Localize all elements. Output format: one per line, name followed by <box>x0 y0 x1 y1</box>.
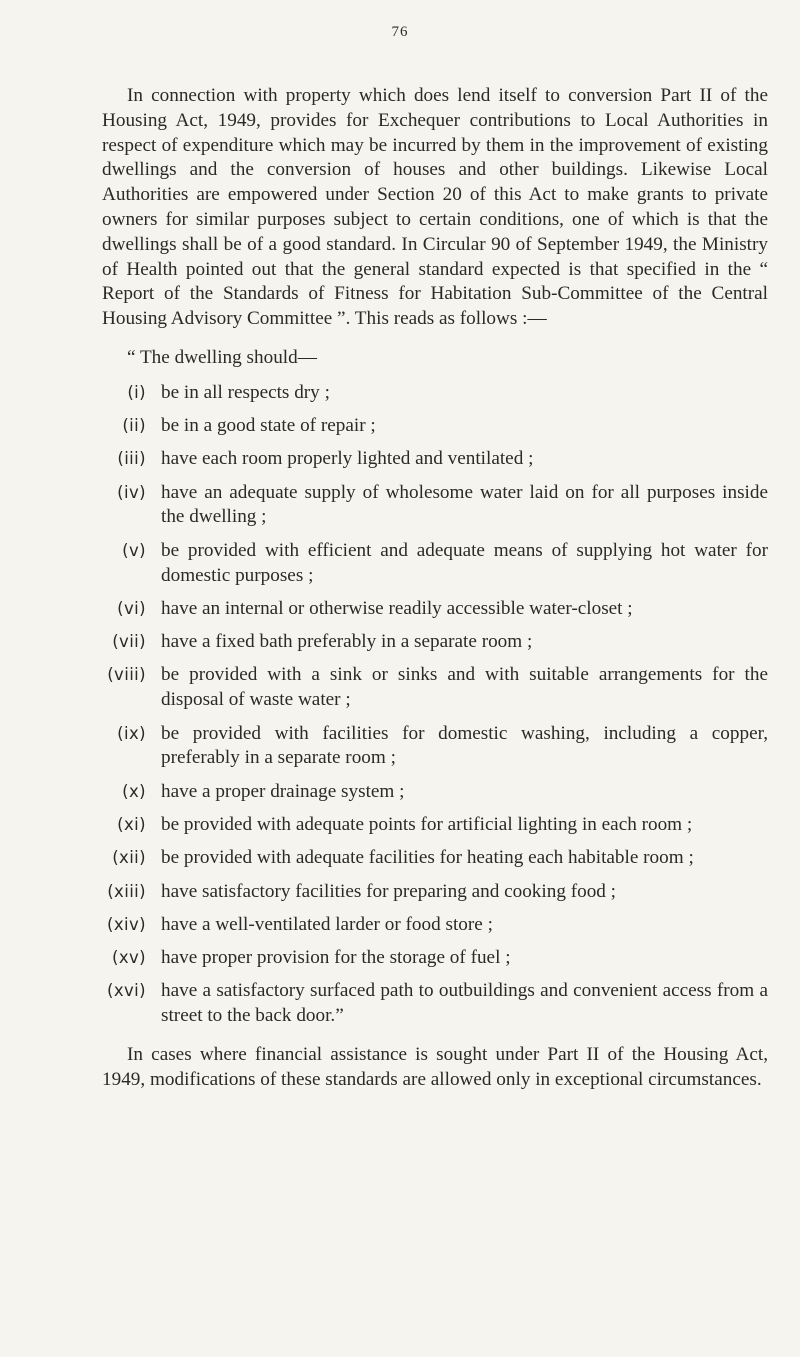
list-item-text: be in a good state of repair ; <box>161 415 376 437</box>
list-item-number: (xi) <box>117 814 146 834</box>
list-item <box>102 780 768 805</box>
page-number: 76 <box>391 24 409 40</box>
list-item <box>102 722 768 772</box>
list-item-number: (xii) <box>112 848 146 868</box>
list-item <box>102 630 768 655</box>
list-item <box>102 414 768 439</box>
list-item-text: be provided with adequate points for artificial lighting in each room ; <box>161 813 693 835</box>
list-item-text: have proper provision for the storage of fuel ; <box>161 947 511 969</box>
list-item-text: be in all respects dry ; <box>161 381 330 403</box>
list-item-text: be provided with adequate facilities for heating each habitable room ; <box>161 847 694 869</box>
list-item <box>102 979 768 1029</box>
list-item-text: have a well-ventilated larder or food store ; <box>161 913 493 935</box>
list-item-number: (xvi) <box>107 981 146 1001</box>
opening-paragraph: In connection with property which does lend itself to conversion Part II of the Housing Act, 1949, provides for Exchequer contributions to Local Authorities in respect of expenditure which may be incurred by them in the improvement of existing dwellings and the conversion of houses and other buildings. Likewise Local Authorities are empowered under Section 20 of this Act to make grants to private owners for similar purposes subject to certain conditions, one of which is that the dwellings shall be of a good standard. In Circular 90 of September 1949, the Ministry of Health pointed out that the general standard expected is that specified in the “ Report of the Standards of Fitness for Habitation Sub-Committee of the Central Housing Advisory Committee ”. This reads as follows :— <box>102 85 768 330</box>
list-item-number: (iv) <box>117 482 146 502</box>
list-item <box>102 597 768 622</box>
list-item <box>102 913 768 938</box>
list-item-text: be provided with a sink or sinks and with suitable arrangements for the disposal of waste water ; <box>161 664 768 711</box>
list-item-text: have an internal or otherwise readily accessible water-closet ; <box>161 597 633 619</box>
list-item-text: have each room properly lighted and ventilated ; <box>161 448 534 470</box>
list-item-number: (vii) <box>112 632 146 652</box>
list-item-text: have a fixed bath preferably in a separate room ; <box>161 631 533 653</box>
list-item-text: be provided with efficient and adequate means of supplying hot water for domestic purposes ; <box>161 539 768 586</box>
list-item <box>102 381 768 406</box>
list-item <box>102 813 768 838</box>
list-item <box>102 946 768 971</box>
list-item-number: (ii) <box>122 416 146 436</box>
list-item <box>102 880 768 905</box>
list-item-number: (x) <box>122 781 146 801</box>
list-item-text: have satisfactory facilities for preparing and cooking food ; <box>161 880 617 902</box>
closing-paragraph: In cases where financial assistance is sought under Part II of the Housing Act, 1949, modifications of these standards are allowed only in exceptional circumstances. <box>102 1044 768 1090</box>
list-intro: “ The dwelling should— <box>127 346 317 368</box>
list-item <box>102 846 768 871</box>
list-item-number: (xv) <box>111 948 146 968</box>
page-body <box>102 84 768 1093</box>
list-item-number: (ix) <box>117 723 146 743</box>
list-item <box>102 481 768 531</box>
list-item-number: (v) <box>122 540 146 560</box>
standards-list <box>102 381 768 1029</box>
list-item-number: (viii) <box>107 665 146 685</box>
list-item-text: have a satisfactory surfaced path to outbuildings and convenient access from a street to the back door.” <box>161 980 768 1027</box>
list-item-number: (iii) <box>117 449 146 469</box>
list-item-number: (xiv) <box>107 914 146 934</box>
list-item-text: have an adequate supply of wholesome water laid on for all purposes inside the dwelling ; <box>161 481 768 528</box>
list-item-number: (vi) <box>117 598 146 618</box>
list-item-number: (xiii) <box>107 881 146 901</box>
list-item-text: have a proper drainage system ; <box>161 780 405 802</box>
list-item-number: (i) <box>127 382 146 402</box>
list-item-text: be provided with facilities for domestic washing, including a copper, preferably in a separate room ; <box>161 722 768 769</box>
list-item <box>102 663 768 713</box>
list-item <box>102 447 768 472</box>
list-item <box>102 539 768 589</box>
